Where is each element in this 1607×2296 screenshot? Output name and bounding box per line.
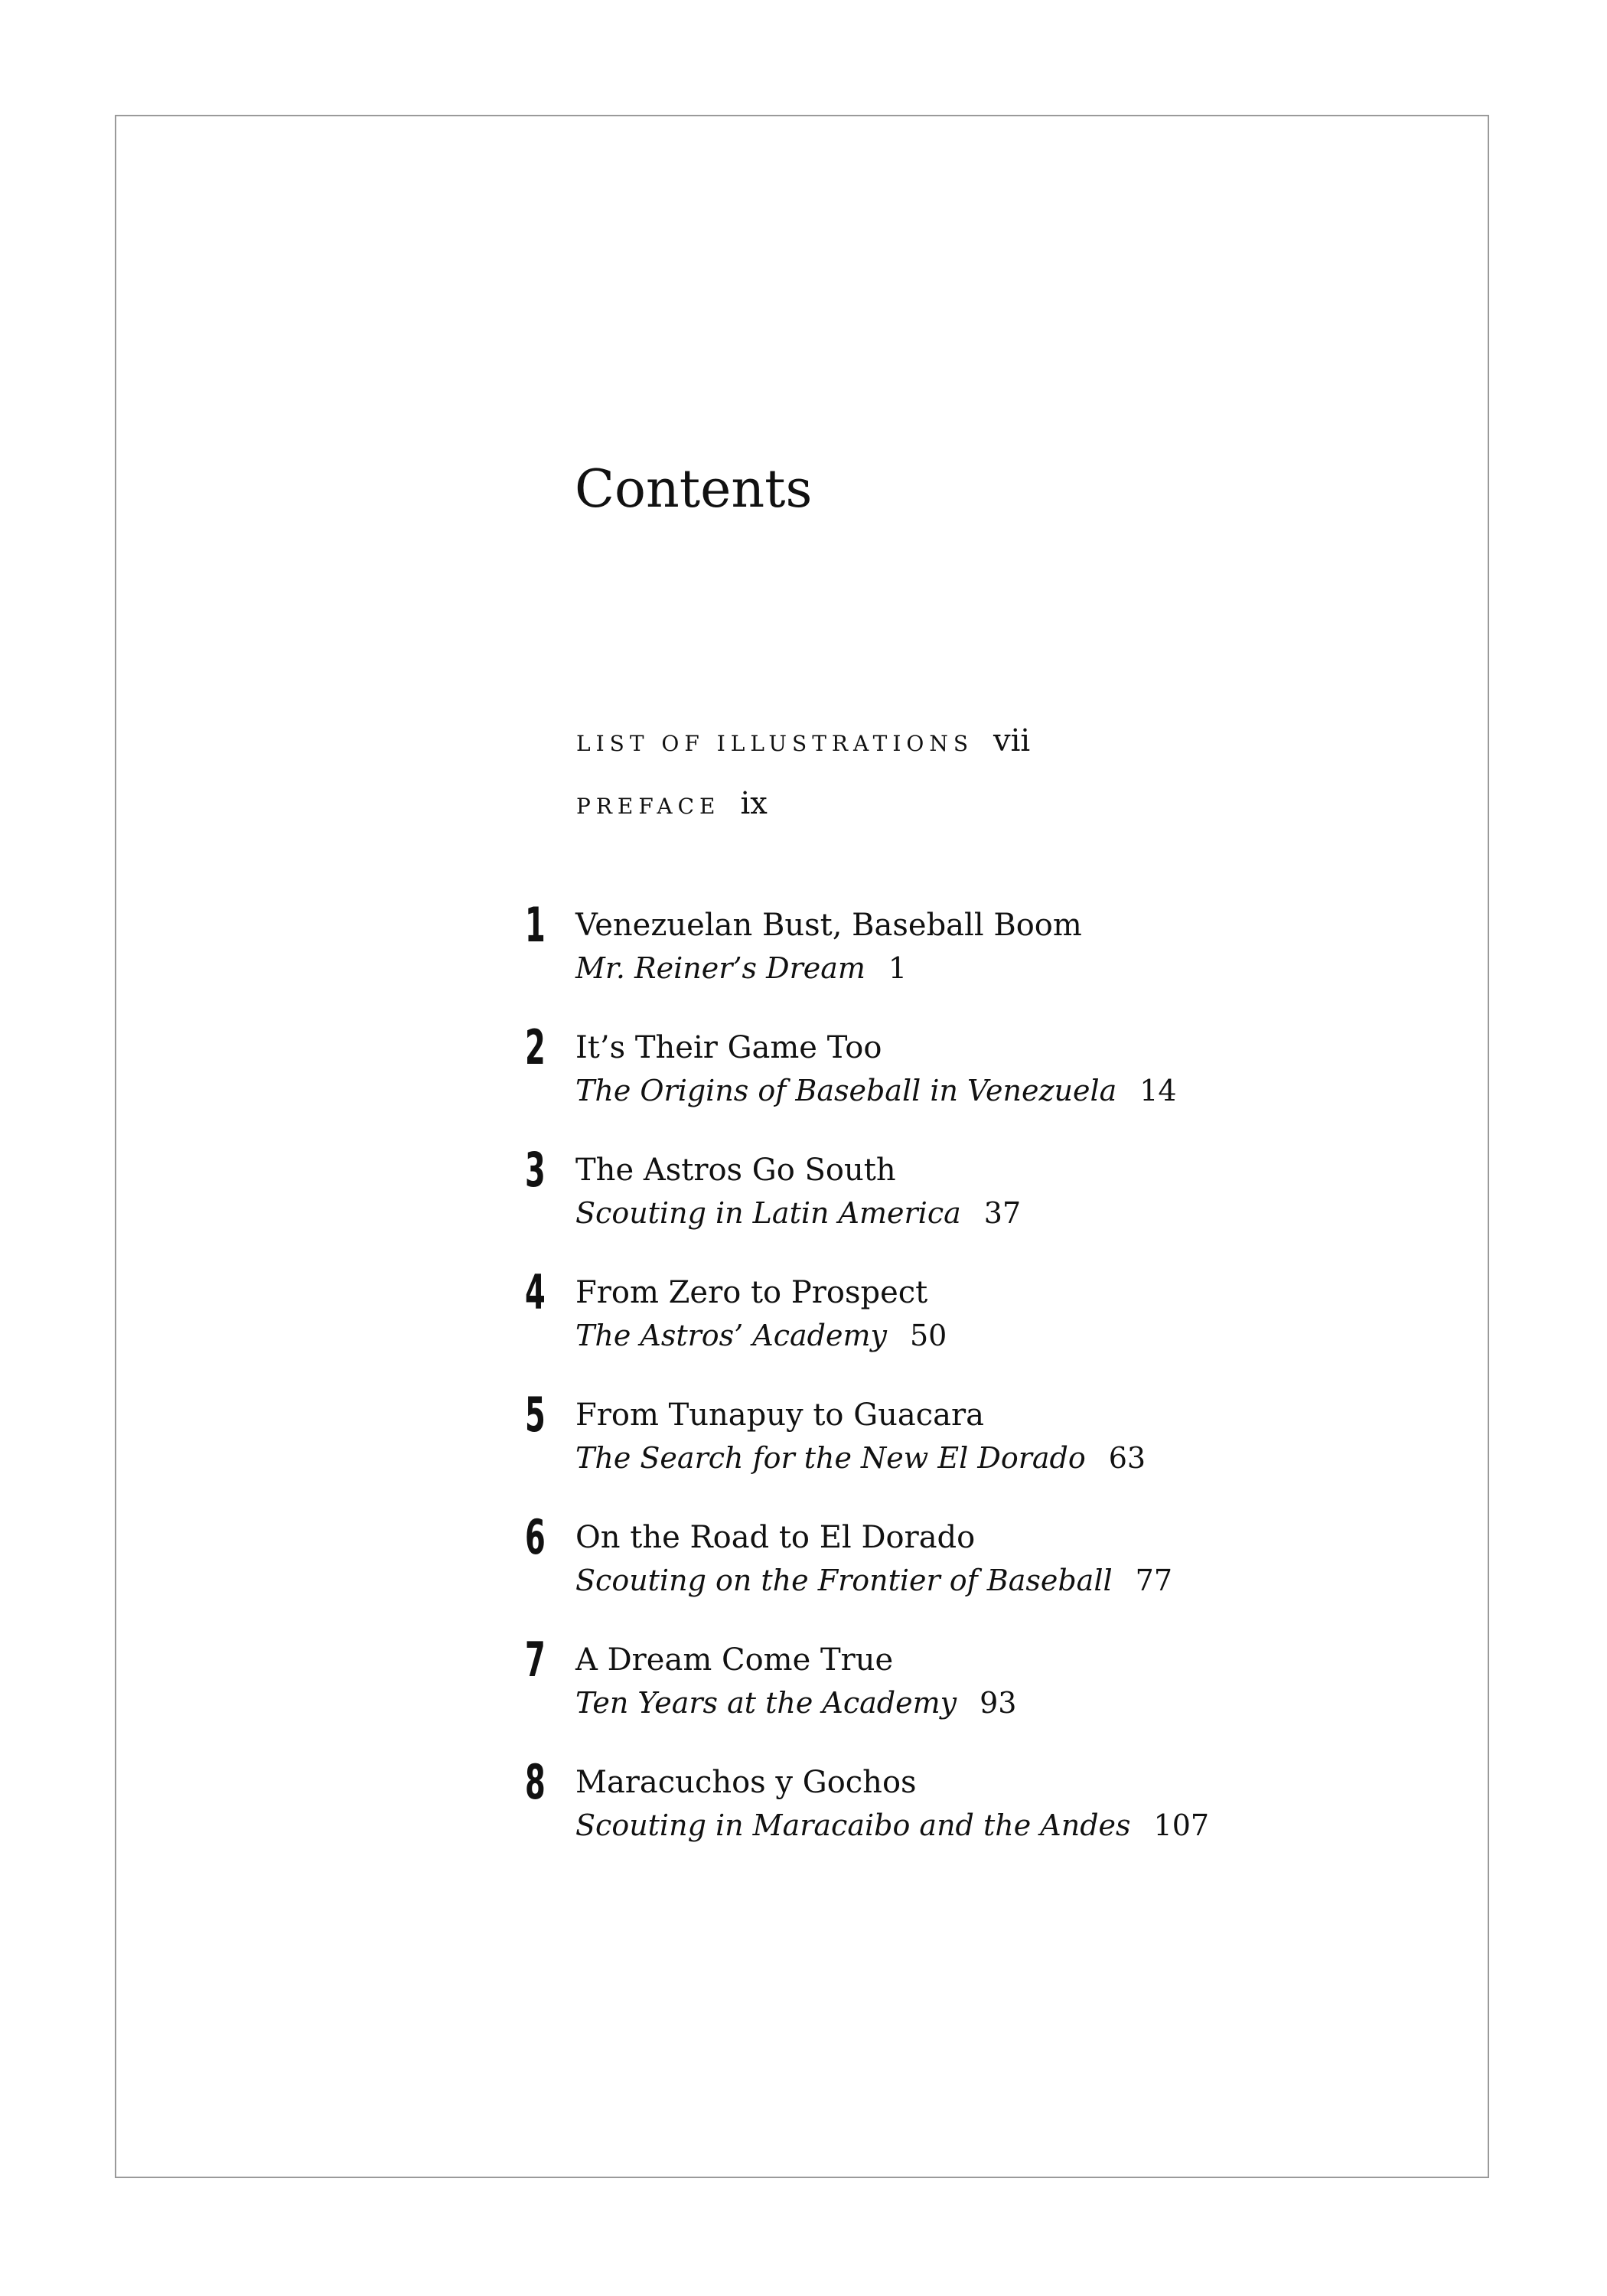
toc-page-number: 14	[1139, 1074, 1177, 1107]
toc-chapter-4[interactable]	[525, 1264, 1214, 1365]
toc-front-item-preface[interactable]	[576, 786, 768, 821]
chapter-number: 7	[525, 1632, 546, 1688]
chapter-number: 8	[525, 1754, 546, 1810]
chapter-subline	[575, 1071, 1177, 1110]
toc-page-number: 107	[1153, 1808, 1210, 1842]
chapter-title: From Tunapuy to Guacara	[575, 1397, 984, 1433]
chapter-number: 5	[525, 1387, 546, 1443]
chapter-number: 4	[525, 1264, 546, 1320]
chapter-subline	[575, 948, 907, 988]
toc-chapter-2[interactable]	[525, 1019, 1214, 1120]
chapter-subtitle: The Astros’ Academy	[575, 1319, 887, 1352]
chapter-subline	[575, 1683, 1016, 1723]
chapter-number: 6	[525, 1509, 546, 1565]
chapter-title: Venezuelan Bust, Baseball Boom	[575, 908, 1082, 943]
chapter-number: 2	[525, 1019, 546, 1075]
page-border	[115, 115, 1489, 2178]
chapter-subtitle: The Search for the New El Dorado	[575, 1441, 1086, 1475]
chapter-subline	[575, 1193, 1021, 1233]
toc-page-number: 77	[1135, 1564, 1172, 1597]
toc-page-number: vii	[993, 723, 1031, 758]
toc-page-number: 1	[888, 951, 908, 985]
chapter-number: 3	[525, 1142, 546, 1198]
toc-page-number: 50	[910, 1319, 947, 1352]
chapter-subline	[575, 1316, 947, 1355]
toc-page-number: 93	[980, 1686, 1017, 1720]
chapter-title: Maracuchos y Gochos	[575, 1765, 917, 1800]
toc-chapter-8[interactable]	[525, 1754, 1214, 1854]
chapter-title: It’s Their Game Too	[575, 1030, 882, 1065]
toc-page-number: 63	[1108, 1441, 1146, 1475]
chapter-subtitle: Scouting in Latin America	[575, 1196, 961, 1230]
chapter-subtitle: The Origins of Baseball in Venezuela	[575, 1074, 1117, 1107]
chapter-subtitle: Ten Years at the Academy	[575, 1686, 957, 1720]
chapter-subline	[575, 1561, 1172, 1600]
chapter-subtitle: Scouting on the Frontier of Baseball	[575, 1564, 1113, 1597]
chapter-title: A Dream Come True	[575, 1642, 894, 1678]
toc-front-label: PREFACE	[576, 794, 721, 819]
toc-front-item-illustrations[interactable]	[576, 723, 1030, 758]
chapter-subtitle: Mr. Reiner’s Dream	[575, 951, 865, 985]
toc-chapter-1[interactable]	[525, 897, 1214, 997]
toc-front-label: LIST OF ILLUSTRATIONS	[576, 731, 974, 756]
toc-chapter-5[interactable]	[525, 1387, 1214, 1487]
chapter-title: From Zero to Prospect	[575, 1275, 928, 1310]
chapter-title: The Astros Go South	[575, 1153, 896, 1188]
toc-chapter-6[interactable]	[525, 1509, 1214, 1609]
toc-page-number: ix	[740, 786, 768, 821]
page-title: Contents	[575, 459, 813, 520]
toc-chapter-7[interactable]	[525, 1632, 1214, 1732]
toc-page-number: 37	[983, 1196, 1022, 1230]
chapter-subline	[575, 1805, 1209, 1845]
chapter-subtitle: Scouting in Maracaibo and the Andes	[575, 1808, 1131, 1842]
chapter-number: 1	[525, 897, 546, 953]
chapter-title: On the Road to El Dorado	[575, 1520, 976, 1555]
toc-chapter-3[interactable]	[525, 1142, 1214, 1242]
chapter-subline	[575, 1438, 1146, 1478]
